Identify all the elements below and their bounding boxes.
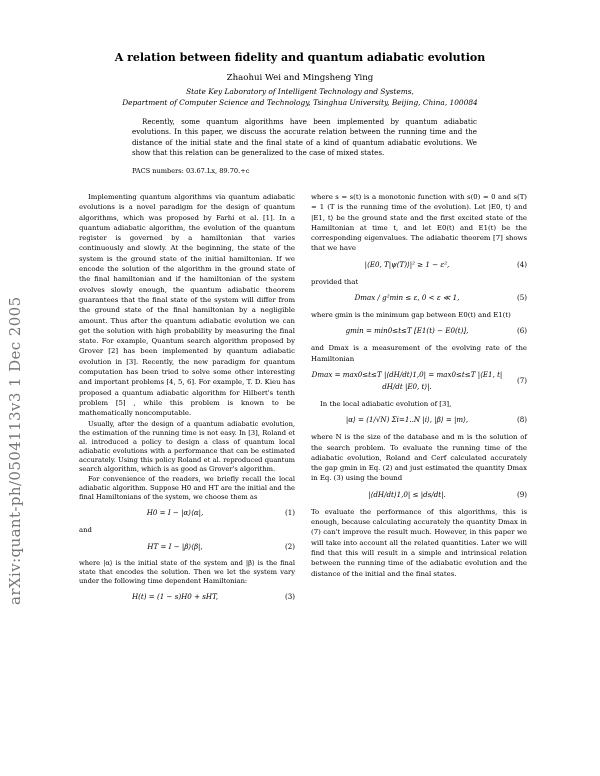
equation-6-body: gmin = min0≤t≤T [E1(t) − E0(t)],: [345, 326, 469, 336]
equation-2-body: HT = I − |β⟩⟨β|,: [147, 541, 203, 551]
equation-2: [79, 541, 295, 553]
equation-9-body: |⟨dH/dt⟩1,0| ≤ |ds/dt|.: [368, 489, 446, 499]
left-paragraph-2: Usually, after the design of a quantum adiabatic evolution, the estimation of the running time is not easy. In [3], Roland et al. introduced a policy to design a class of quantum local adiabatic evolutions with a performance that can be estimated accurately. Using this policy Roland et al. reproduced quantum search algorithm, which is as good as Grover's algorithm.: [79, 419, 295, 473]
paper-title: A relation between fidelity and quantum adiabatic evolution: [114, 51, 486, 64]
arxiv-identifier: arXiv:quant-ph/0504113v3 1 Dec 2005: [6, 296, 24, 605]
equation-8-number: (8): [516, 415, 527, 425]
equation-8: [311, 414, 527, 426]
equation-1: [79, 507, 295, 519]
left-paragraph-3: For convenience of the readers, we briefly recall the local adiabatic algorithm. Suppose H0 and HT are the initial and the final Hamiltonians of the system, we choose them as: [79, 475, 295, 502]
equation-7-body: Dmax = max0≤t≤T |⟨dH/dt⟩1,0| = max0≤t≤T |⟨E1, t| dH/dt |E0, t⟩|.: [311, 369, 503, 391]
abstract-text: Recently, some quantum algorithms have been implemented by quantum adiabatic evolutions. In this paper, we discuss the accurate relation between the running time and the distance of the initial state and the final state of a kind of quantum adiabatic evolutions. We show that this relation can be generalized to the case of mixed states.: [132, 117, 477, 158]
right-paragraph-4: and Dmax is a measurement of the evolving rate of the Hamiltonian: [311, 344, 527, 363]
right-paragraph-2: provided that: [311, 277, 359, 286]
left-column: [79, 192, 295, 609]
left-paragraph-4: where |α⟩ is the initial state of the system and |β⟩ is the final state that encodes the solution. Then we let the system vary under the following time dependent Hamiltonian:: [79, 558, 295, 585]
equation-7: [311, 369, 527, 393]
right-paragraph-7: To evaluate the performance of this algorithms, this is enough, because calculating accurately the quantity Dmax in (7) can't improve the result much. However, in this paper we will take into account all the related quantities. Later we will find that this will result in a simple and intrinsical relation between the running time of the adiabatic evolution and the distance of the initial and the final states.: [311, 507, 527, 578]
right-paragraph-3: where gmin is the minimum gap between E0(t) and E1(t): [311, 311, 511, 320]
paper-authors: Zhaohui Wei and Mingsheng Ying: [226, 73, 374, 83]
abstract: [132, 117, 477, 159]
arxiv-sidebar: [4, 185, 28, 605]
affiliation-line-2: Department of Computer Science and Technology, Tsinghua University, Beijing, China, 100084: [122, 98, 478, 107]
left-paragraph-1: Implementing quantum algorithms via quantum adiabatic evolutions is a novel paradigm for the design of quantum algorithms, which was proposed by Farhi et al. [1]. In a quantum adiabatic algorithm, the evolution of the quantum register is governed by a hamiltonian that varies continuously and slowly. At the beginning, the state of the system is the ground state of the initial hamiltonian. If we encode the solution of the algorithm in the ground state of the final hamiltonian and if the hamiltonian of the system evolves slowly enough, the quantum adiabatic theorem guarantees that the final state of the system will differ from the ground state of the final hamiltonian by a negligible amount. Thus after the quantum adiabatic evolution we can get the solution with high probability by measuring the final state. For example, Quantum search algorithm proposed by Grover [2] has been implemented by quantum adiabatic evolution in [3]. Recently, the new paradigm for quantum computation has been tried to solve some other interesting and important problems [4, 5, 6]. For example, T. D. Kieu has proposed a quantum adiabatic algorithm for Hilbert's tenth problem [5] , while this problem is known to be mathematically noncomputable.: [79, 193, 295, 418]
affiliation-line-1: State Key Laboratory of Intelligent Technology and Systems,: [186, 87, 414, 96]
left-and: and: [79, 526, 92, 535]
equation-4: [311, 259, 527, 271]
equation-6: [311, 325, 527, 337]
equation-3: [79, 591, 295, 603]
equation-6-number: (6): [516, 326, 527, 336]
equation-4-body: |⟨E0, T|ψ(T)⟩|² ≥ 1 − ε²,: [364, 259, 450, 269]
equation-5-number: (5): [516, 293, 527, 303]
equation-7-number: (7): [516, 375, 527, 385]
equation-1-number: (1): [284, 508, 295, 518]
equation-8-body: |α⟩ = (1/√N) Σi=1..N |i⟩, |β⟩ = |m⟩,: [345, 415, 469, 425]
equation-5-body: Dmax / g²min ≤ ε, 0 < ε ≪ 1,: [354, 293, 460, 303]
right-paragraph-1: where s = s(t) is a monotonic function with s(0) = 0 and s(T) = 1 (T is the running time of the evolution). Let |E0, t⟩ and |E1, t⟩ be the ground state and the first excited state of the Hamiltonian at time t, and let E0(t) and E1(t) be the corresponding eigenvalues. The adiabatic theorem [7] shows that we have: [311, 193, 527, 253]
right-paragraph-6: where N is the size of the database and m is the solution of the search problem. To evaluate the running time of the adiabatic evolution, Roland and Cerf calculated accurately the gap gmin in Eq. (2) and just estimated the quantity Dmax in Eq. (3) using the bound: [311, 433, 527, 483]
equation-4-number: (4): [516, 259, 527, 269]
equation-1-body: H0 = I − |α⟩⟨α|,: [146, 508, 204, 518]
equation-5: [311, 292, 527, 304]
equation-3-body: H(t) = (1 − s)H0 + sHT,: [131, 591, 219, 601]
equation-9: [311, 489, 527, 501]
pacs-numbers: PACS numbers: 03.67.Lx, 89.70.+c: [132, 167, 250, 175]
equation-9-number: (9): [516, 489, 527, 499]
equation-3-number: (3): [284, 591, 295, 601]
right-column: [311, 192, 527, 580]
equation-2-number: (2): [284, 541, 295, 551]
right-paragraph-5: In the local adiabatic evolution of [3],: [320, 399, 452, 408]
